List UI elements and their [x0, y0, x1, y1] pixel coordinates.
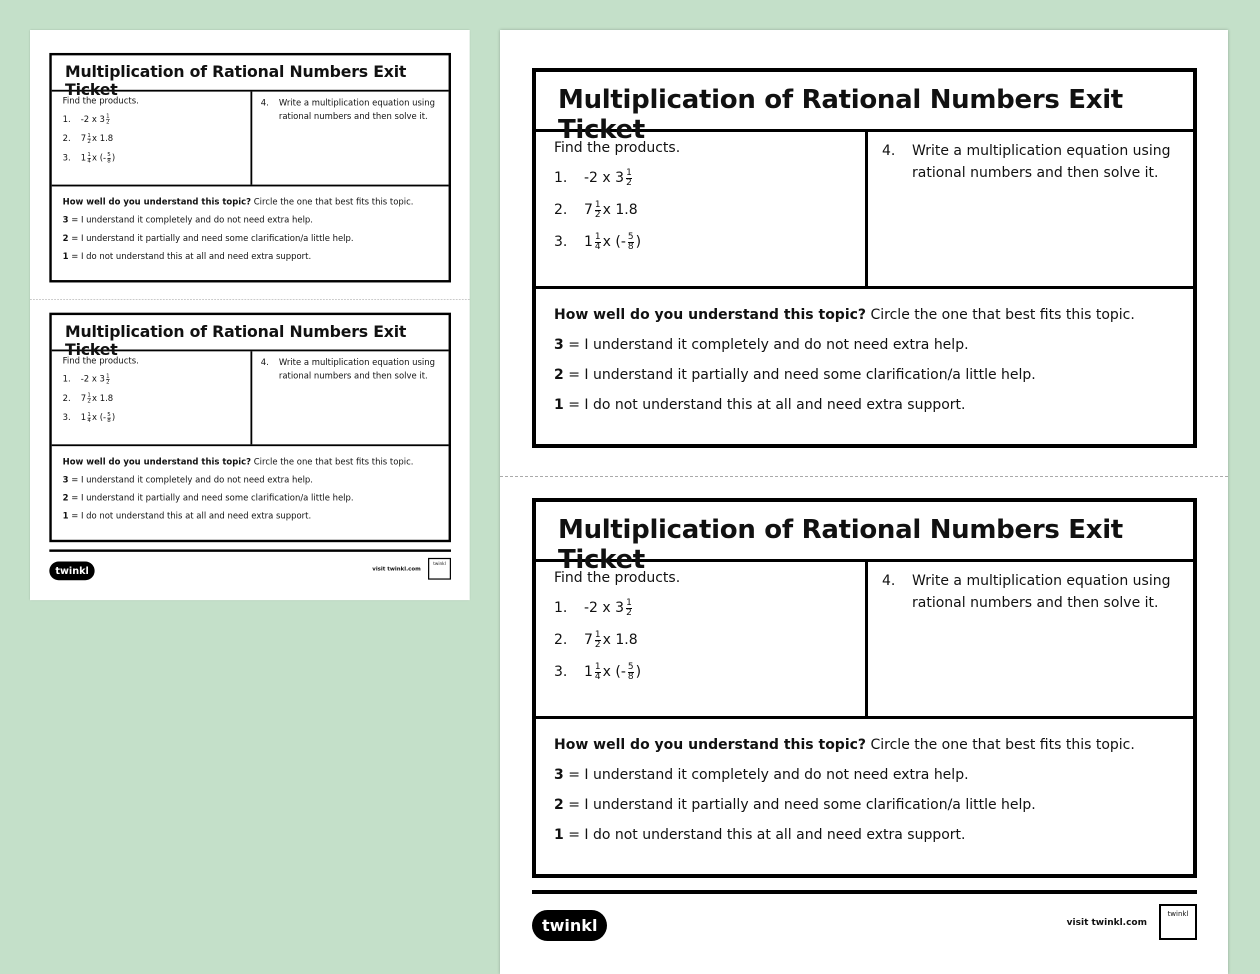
twinkl-badge: twinkl	[1159, 904, 1197, 940]
assessment-question: How well do you understand this topic?	[62, 457, 252, 467]
worksheet-preview-page	[30, 30, 470, 600]
numerator: 1	[87, 132, 91, 139]
level-number: 1	[62, 251, 69, 262]
question-number: 3.	[62, 412, 71, 423]
numerator: 1	[106, 113, 110, 120]
question-number: 4.	[882, 573, 896, 589]
question-text: x 1.8	[92, 393, 114, 404]
fraction	[87, 393, 90, 404]
level-0	[554, 767, 1193, 783]
denominator: 2	[106, 119, 110, 126]
level-text: = I do not understand this at all and need extra support.	[563, 397, 966, 413]
question-4	[868, 132, 1193, 286]
numerator: 5	[107, 151, 111, 158]
question-number: 1.	[62, 374, 71, 384]
level-1	[63, 493, 449, 503]
question-2	[63, 133, 251, 145]
question-3	[554, 662, 865, 682]
level-1	[554, 367, 1193, 383]
denominator: 8	[627, 241, 634, 252]
level-0	[554, 337, 1193, 353]
self-assessment	[536, 719, 1193, 843]
assessment-question: How well do you understand this topic?	[554, 737, 867, 753]
level-text: = I understand it completely and do not need extra help.	[563, 337, 969, 353]
question-2	[554, 630, 865, 650]
question-1	[63, 113, 251, 125]
instruction: Find the products.	[554, 570, 681, 586]
level-text: = I understand it completely and do not need extra help.	[68, 215, 313, 226]
level-2	[554, 827, 1193, 843]
denominator: 8	[107, 157, 111, 164]
level-text: = I understand it completely and do not need extra help.	[563, 767, 969, 783]
level-number: 1	[554, 397, 564, 413]
question-text: -2 x 3	[584, 170, 625, 186]
question-text: -2 x 3	[80, 114, 105, 125]
fraction	[595, 201, 601, 220]
fraction	[107, 412, 110, 423]
level-number: 3	[554, 767, 564, 783]
fraction	[626, 169, 632, 188]
exit-ticket	[532, 68, 1197, 448]
question-number: 2.	[554, 632, 568, 648]
level-1	[554, 797, 1193, 813]
ticket-title: Multiplication of Rational Numbers Exit Ticket	[52, 55, 449, 91]
level-number: 2	[554, 367, 564, 383]
ticket-title: Multiplication of Rational Numbers Exit Ticket	[536, 502, 1193, 562]
twinkl-logo: twinkl	[49, 562, 95, 581]
question-text: x (-	[602, 664, 626, 680]
level-2	[63, 252, 449, 262]
denominator: 2	[106, 378, 110, 385]
question-text: -2 x 3	[80, 374, 105, 384]
assessment-instruction: Circle the one that best fits this topic.	[251, 457, 414, 467]
denominator: 4	[594, 671, 601, 682]
question-4	[252, 351, 448, 444]
numerator: 1	[87, 411, 91, 418]
level-0	[63, 215, 449, 225]
assessment-question: How well do you understand this topic?	[62, 197, 252, 207]
question-text: )	[635, 664, 642, 680]
question-text: x (-	[92, 412, 107, 423]
ticket-title: Multiplication of Rational Numbers Exit Ticket	[536, 72, 1193, 132]
level-text: = I do not understand this at all and need extra support.	[68, 511, 312, 522]
question-text: )	[635, 234, 642, 250]
question-number: 1.	[554, 170, 568, 186]
self-assessment	[536, 289, 1193, 413]
question-number: 4.	[260, 357, 269, 368]
numerator: 1	[87, 151, 91, 158]
level-number: 1	[554, 827, 564, 843]
ticket-title: Multiplication of Rational Numbers Exit Ticket	[52, 315, 449, 351]
question-number: 4.	[260, 98, 269, 108]
numerator: 1	[626, 167, 632, 178]
question-text: )	[111, 412, 116, 423]
fraction	[107, 152, 110, 163]
question-text: x 1.8	[92, 133, 114, 144]
question-text: 7	[584, 632, 593, 648]
website-link: visit twinkl.com	[372, 566, 421, 573]
level-text: = I understand it partially and need some clarification/a little help.	[563, 797, 1036, 813]
fraction	[595, 631, 601, 650]
question-text: 1	[80, 153, 87, 163]
question-text: x 1.8	[602, 632, 638, 648]
fraction	[626, 599, 632, 618]
question-3	[63, 412, 251, 424]
level-number: 3	[554, 337, 564, 353]
level-number: 2	[554, 797, 564, 813]
question-text: 7	[584, 202, 593, 218]
numerator: 1	[106, 372, 110, 379]
numerator: 1	[626, 597, 632, 608]
instruction: Find the products.	[554, 140, 681, 156]
cut-line	[500, 476, 1228, 477]
level-1	[63, 234, 449, 244]
worksheet-zoomed-page	[500, 30, 1228, 974]
denominator: 2	[626, 607, 632, 618]
fraction	[595, 663, 601, 682]
denominator: 2	[594, 209, 601, 220]
fraction	[87, 152, 90, 163]
denominator: 4	[87, 417, 91, 424]
question-1	[554, 168, 865, 188]
question-text: 7	[80, 133, 87, 144]
question-number: 3.	[554, 234, 568, 250]
denominator: 4	[594, 241, 601, 252]
question-2	[63, 392, 251, 404]
level-text: = I understand it partially and need some clarification/a little help.	[68, 233, 354, 244]
page-footer	[49, 549, 451, 577]
denominator: 2	[87, 398, 91, 405]
numerator: 1	[87, 392, 91, 399]
numerator: 1	[594, 199, 601, 210]
numerator: 1	[594, 231, 601, 242]
self-assessment	[52, 186, 449, 261]
denominator: 2	[594, 639, 601, 650]
numerator: 5	[107, 411, 111, 418]
numerator: 1	[594, 629, 601, 640]
denominator: 8	[107, 417, 111, 424]
question-number: 1.	[554, 600, 568, 616]
numerator: 1	[594, 661, 601, 672]
denominator: 2	[87, 138, 91, 145]
level-text: = I understand it completely and do not need extra help.	[68, 475, 313, 485]
question-text: Write a multiplication equation using rational numbers and then solve it.	[912, 143, 1171, 181]
level-number: 3	[62, 215, 69, 226]
question-3	[554, 232, 865, 252]
instruction: Find the products.	[62, 356, 139, 366]
level-0	[63, 475, 449, 485]
level-text: = I understand it partially and need some clarification/a little help.	[68, 493, 354, 503]
question-text: x (-	[602, 234, 626, 250]
fraction	[628, 663, 634, 682]
exit-ticket	[49, 313, 451, 543]
question-2	[554, 200, 865, 220]
assessment-question: How well do you understand this topic?	[554, 307, 867, 323]
question-number: 4.	[882, 143, 896, 159]
question-text: Write a multiplication equation using rational numbers and then solve it.	[278, 357, 435, 381]
twinkl-logo: twinkl	[532, 910, 607, 941]
question-number: 1.	[62, 114, 71, 125]
question-text: -2 x 3	[584, 600, 625, 616]
numerator: 5	[627, 231, 634, 242]
level-2	[554, 397, 1193, 413]
question-1	[63, 373, 251, 385]
question-text: 1	[80, 412, 87, 423]
question-1	[554, 598, 865, 618]
question-3	[63, 152, 251, 164]
question-number: 3.	[554, 664, 568, 680]
question-text: Write a multiplication equation using rational numbers and then solve it.	[912, 573, 1171, 611]
level-text: = I do not understand this at all and need extra support.	[68, 251, 312, 262]
level-number: 2	[62, 233, 69, 244]
self-assessment	[52, 446, 449, 521]
cut-line	[30, 299, 470, 300]
numerator: 5	[627, 661, 634, 672]
question-text: x 1.8	[602, 202, 638, 218]
question-text: Write a multiplication equation using rational numbers and then solve it.	[278, 98, 435, 122]
question-text: 1	[584, 234, 593, 250]
question-4	[252, 92, 448, 185]
question-number: 2.	[62, 393, 71, 404]
twinkl-badge: twinkl	[428, 558, 451, 580]
assessment-instruction: Circle the one that best fits this topic.	[251, 197, 414, 207]
exit-ticket	[49, 53, 451, 283]
question-text: 7	[80, 393, 87, 404]
instruction: Find the products.	[62, 96, 139, 107]
denominator: 4	[87, 157, 91, 164]
website-link: visit twinkl.com	[1066, 918, 1147, 928]
level-text: = I do not understand this at all and need extra support.	[563, 827, 966, 843]
fraction	[87, 412, 90, 423]
denominator: 2	[626, 177, 632, 188]
fraction	[595, 233, 601, 252]
page-footer	[532, 890, 1197, 935]
denominator: 8	[627, 671, 634, 682]
assessment-instruction: Circle the one that best fits this topic.	[866, 307, 1135, 323]
fraction	[106, 373, 109, 384]
level-number: 3	[62, 475, 69, 485]
fraction	[87, 133, 90, 144]
level-text: = I understand it partially and need some clarification/a little help.	[563, 367, 1036, 383]
level-number: 1	[62, 511, 69, 522]
question-number: 2.	[554, 202, 568, 218]
fraction	[628, 233, 634, 252]
level-number: 2	[62, 493, 69, 503]
question-number: 2.	[62, 133, 71, 144]
fraction	[106, 114, 109, 125]
question-number: 3.	[62, 153, 71, 163]
question-4	[868, 562, 1193, 716]
exit-ticket	[532, 498, 1197, 878]
assessment-instruction: Circle the one that best fits this topic.	[866, 737, 1135, 753]
question-text: 1	[584, 664, 593, 680]
level-2	[63, 511, 449, 521]
question-text: )	[111, 153, 116, 163]
question-text: x (-	[92, 153, 107, 163]
